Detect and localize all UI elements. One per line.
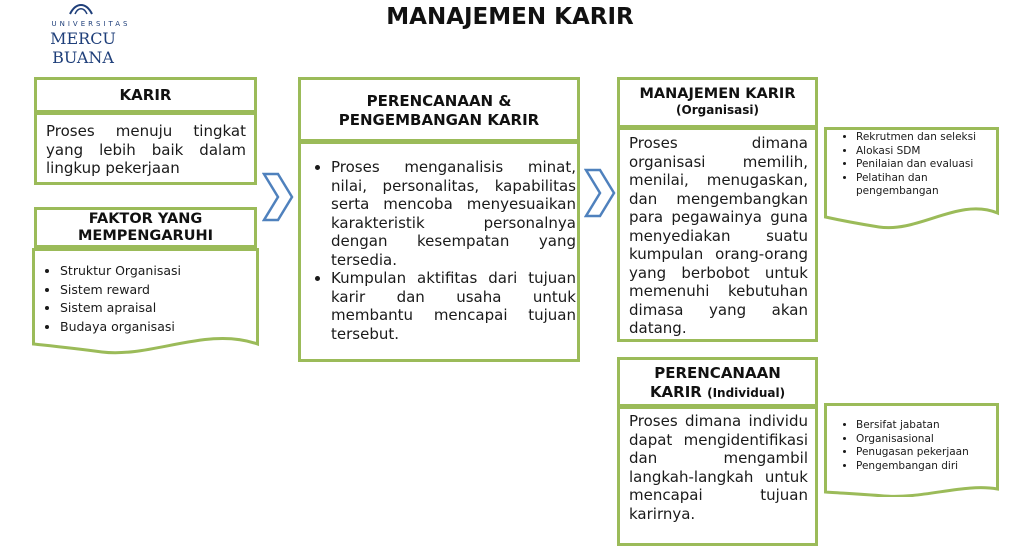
university-logo — [18, 2, 148, 67]
manajemen-org-title: MANAJEMEN KARIR — [639, 86, 796, 102]
manajemen-org-subtitle: (Organisasi) — [676, 103, 759, 117]
faktor-title-line2: MEMPENGARUHI — [77, 228, 214, 244]
list-item: • Pelatihan dan pengembangan — [856, 172, 1006, 199]
perencanaan-ind-title-line1: PERENCANAAN — [654, 364, 781, 382]
perencanaan-ind-title-line2: KARIR — [649, 383, 702, 401]
logo-name: MERCU BUANA — [50, 29, 116, 67]
list-item: • Sistem reward — [60, 281, 181, 300]
perencanaan-ind-list — [838, 419, 1006, 473]
faktor-title-box — [34, 207, 257, 248]
manajemen-org-title-box — [617, 77, 818, 128]
perencanaan-ind-title-line2-wrap — [620, 383, 815, 403]
list-item: • Penilaian dan evaluasi — [856, 158, 1006, 172]
manajemen-org-list-document — [824, 127, 999, 233]
chevron-right-icon — [584, 168, 616, 218]
perencanaan-title-line1: PERENCANAAN & — [366, 92, 512, 110]
faktor-title-line1: FAKTOR YANG — [88, 211, 203, 227]
list-item: • Budaya organisasi — [60, 318, 181, 337]
list-item: • Rekrutmen dan seleksi — [856, 131, 1006, 145]
list-item: • Pengembangan diri — [856, 460, 1006, 474]
list-item: • Struktur Organisasi — [60, 262, 181, 281]
faktor-list-document — [32, 248, 259, 356]
perencanaan-title-line2: PENGEMBANGAN KARIR — [338, 111, 540, 129]
logo-emblem-icon — [68, 2, 94, 16]
list-item: • Kumpulan aktifitas dari tujuan karir dan usaha untuk membantu mencapai tujuan tersebut. — [331, 269, 576, 343]
list-item: • Sistem apraisal — [60, 299, 181, 318]
list-item: • Proses menganalisis minat, nilai, personalitas, kapabilitas serta mencoba menyesuaikan karakteristik personalnya dengan kesempatan yang tersedia. — [331, 158, 576, 269]
list-item: • Bersifat jabatan — [856, 419, 1006, 433]
list-item: • Alokasi SDM — [856, 145, 1006, 159]
list-item: • Organisasional — [856, 433, 1006, 447]
perencanaan-ind-subtitle: (Individual) — [707, 386, 786, 400]
perencanaan-list — [313, 158, 576, 343]
list-item: • Penugasan pekerjaan — [856, 446, 1006, 460]
faktor-list — [42, 262, 181, 336]
manajemen-org-body-box — [617, 127, 818, 342]
perencanaan-title-box — [298, 77, 580, 142]
perencanaan-body-box — [298, 141, 580, 362]
logo-top-text: UNIVERSITAS — [51, 20, 131, 28]
perencanaan-ind-body: Proses dimana individu dapat mengidentifikasi dan mengambil langkah-langkah untuk mencapai tujuan karirnya. — [629, 412, 808, 523]
chevron-right-icon — [262, 172, 294, 222]
page-title: MANAJEMEN KARIR — [386, 4, 634, 30]
perencanaan-ind-list-document — [824, 403, 999, 497]
karir-title: KARIR — [119, 86, 172, 104]
manajemen-org-list — [838, 131, 1006, 199]
perencanaan-ind-body-box — [617, 406, 818, 546]
karir-body-box — [34, 112, 257, 185]
karir-body: Proses menuju tingkat yang lebih baik dalam lingkup pekerjaan — [46, 122, 246, 177]
perencanaan-ind-title-box — [617, 357, 818, 407]
karir-title-box — [34, 77, 257, 113]
manajemen-org-body: Proses dimana organisasi memilih, menilai, menugaskan, dan mengembangkan para pegawainya guna menyediakan suatu kumpulan orang-orang yang berbobot untuk memenuhi kebutuhan dimasa yang akan datang. — [629, 134, 808, 337]
